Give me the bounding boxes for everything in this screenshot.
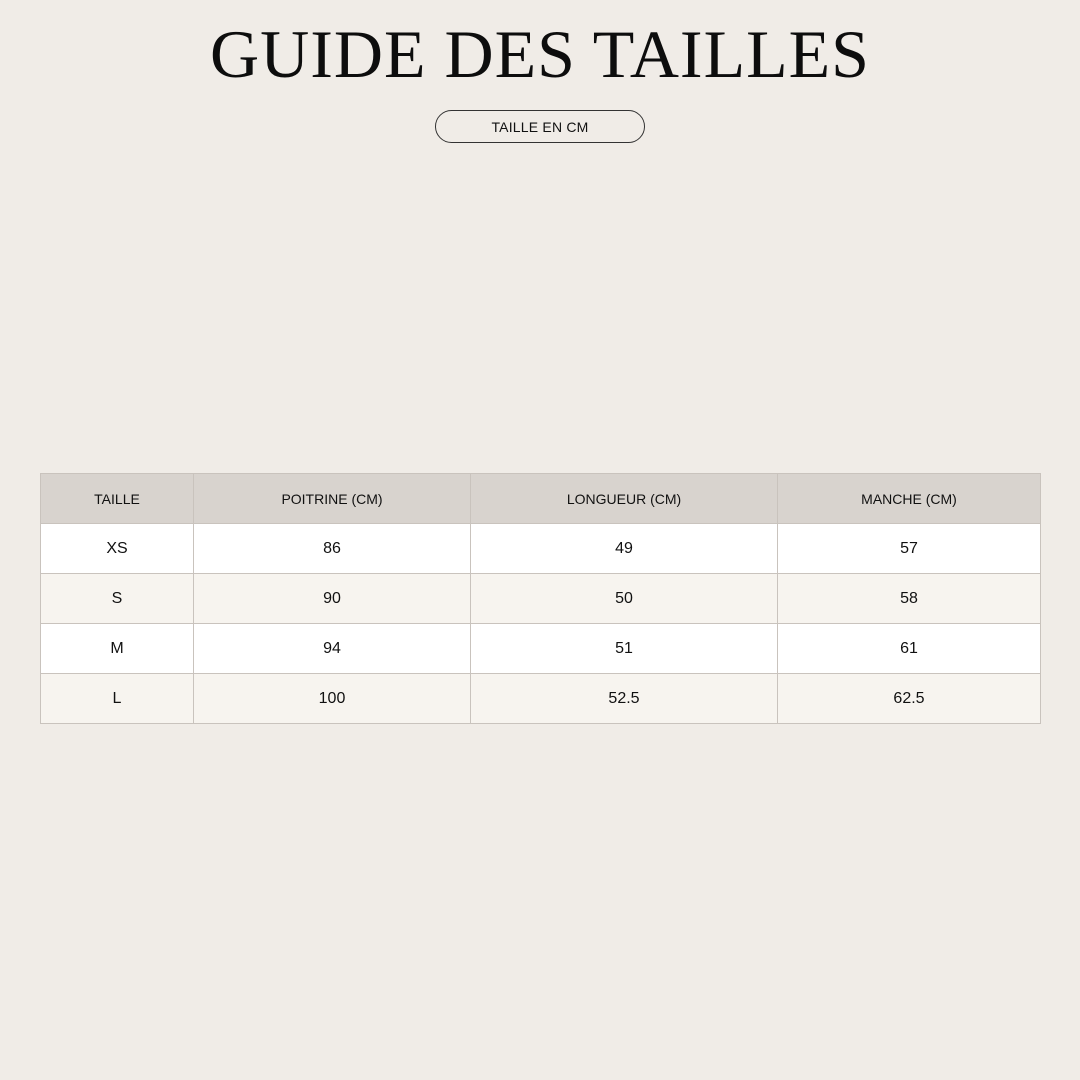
cell-chest: 94 <box>194 624 471 674</box>
table-row <box>41 624 1041 674</box>
column-header-chest: POITRINE (CM) <box>194 474 471 524</box>
cell-length: 51 <box>471 624 778 674</box>
cell-size: M <box>41 624 194 674</box>
cell-length: 50 <box>471 574 778 624</box>
cell-sleeve: 57 <box>778 524 1041 574</box>
table-header-row <box>41 474 1041 524</box>
cell-size: XS <box>41 524 194 574</box>
cell-length: 49 <box>471 524 778 574</box>
page-title: GUIDE DES TAILLES <box>209 16 870 92</box>
unit-badge-label: TAILLE EN CM <box>491 118 589 135</box>
unit-badge <box>435 110 645 143</box>
column-header-sleeve: MANCHE (CM) <box>778 474 1041 524</box>
table-row <box>41 574 1041 624</box>
cell-chest: 86 <box>194 524 471 574</box>
table-row <box>41 674 1041 724</box>
cell-sleeve: 58 <box>778 574 1041 624</box>
cell-length: 52.5 <box>471 674 778 724</box>
cell-chest: 90 <box>194 574 471 624</box>
cell-size: L <box>41 674 194 724</box>
cell-size: S <box>41 574 194 624</box>
column-header-size: TAILLE <box>41 474 194 524</box>
cell-sleeve: 62.5 <box>778 674 1041 724</box>
size-table <box>40 473 1041 724</box>
table-row <box>41 524 1041 574</box>
cell-chest: 100 <box>194 674 471 724</box>
cell-sleeve: 61 <box>778 624 1041 674</box>
column-header-length: LONGUEUR (CM) <box>471 474 778 524</box>
